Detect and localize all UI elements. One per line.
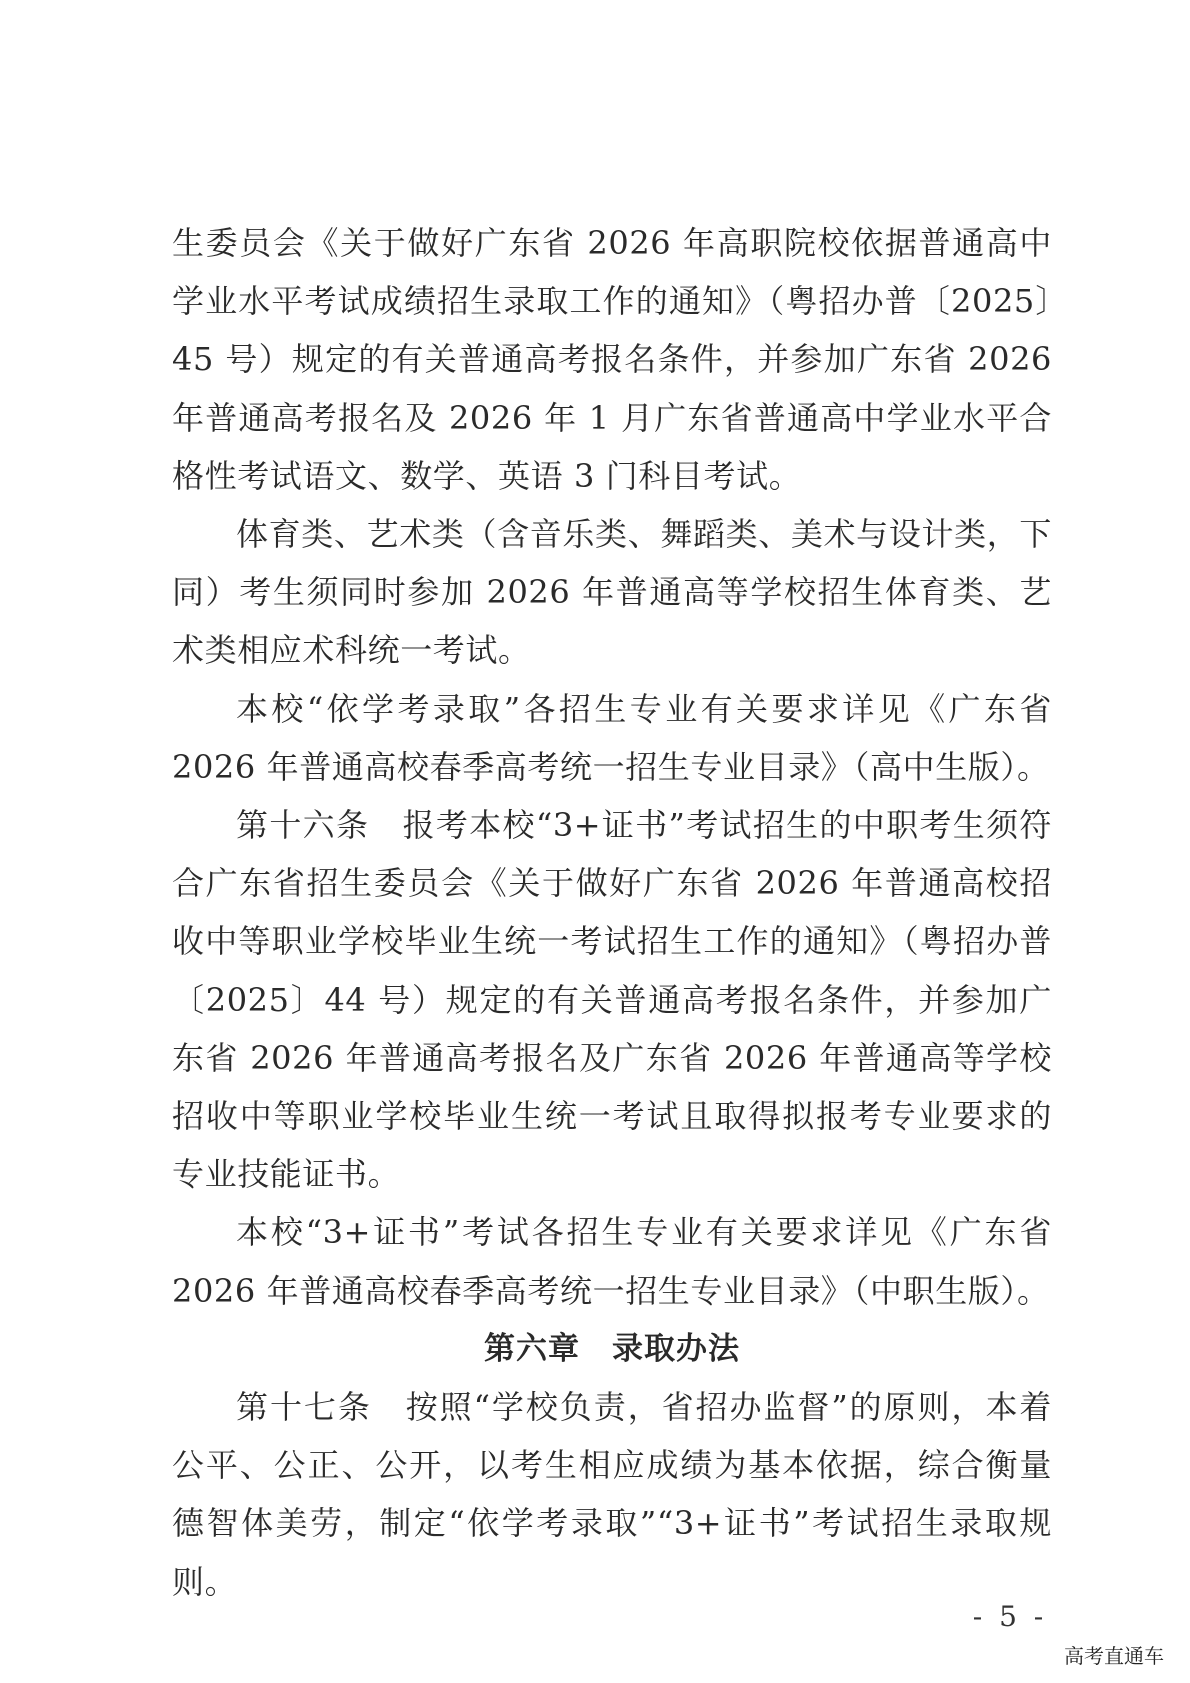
paragraph-sports-art: 体育类、艺术类（含音乐类、舞蹈类、美术与设计类，下同）考生须同时参加 2026 年普通高等学校招生体育类、艺术类相应术科统一考试。	[172, 515, 1052, 670]
chapter-heading: 第六章 录取办法	[484, 1330, 740, 1367]
paragraph-certificate-requirements: 本校“3+证书”考试各招生专业有关要求详见《广东省 2026 年普通高校春季高考统一招生专业目录》（中职生版）。	[172, 1213, 1052, 1310]
paragraph-article-16: 第十六条 报考本校“3+证书”考试招生的中职考生须符合广东省招生委员会《关于做好广东省 2026 年普通高校招收中等职业学校毕业生统一考试招生工作的通知》（粤招办普〔2025〕44 号）规定的有关普通高考报名条件，并参加广东省 2026 年普通高考报名及广东省 2026 年普通高等学校招收中等职业学校毕业生统一考试且取得拟报考专业要求的专业技能证书。	[172, 806, 1052, 1194]
page-number: - 5 -	[972, 1600, 1048, 1633]
paragraph-xuekao-requirements: 本校“依学考录取”各招生专业有关要求详见《广东省 2026 年普通高校春季高考统一招生专业目录》（高中生版）。	[172, 689, 1052, 786]
document-body	[172, 214, 1052, 1611]
paragraph-continuation: 生委员会《关于做好广东省 2026 年高职院校依据普通高中学业水平考试成绩招生录取工作的通知》（粤招办普〔2025〕45 号）规定的有关普通高考报名条件，并参加广东省 2026 年普通高考报名及 2026 年 1 月广东省普通高中学业水平合格性考试语文、数学、英语 3 门科目考试。	[172, 224, 1052, 495]
watermark-text: 高考直通车	[1064, 1644, 1164, 1668]
paragraph-article-17: 第十七条 按照“学校负责，省招办监督”的原则，本着公平、公正、公开，以考生相应成绩为基本依据，综合衡量德智体美劳，制定“依学考录取”“3+证书”考试招生录取规则。	[172, 1388, 1052, 1601]
